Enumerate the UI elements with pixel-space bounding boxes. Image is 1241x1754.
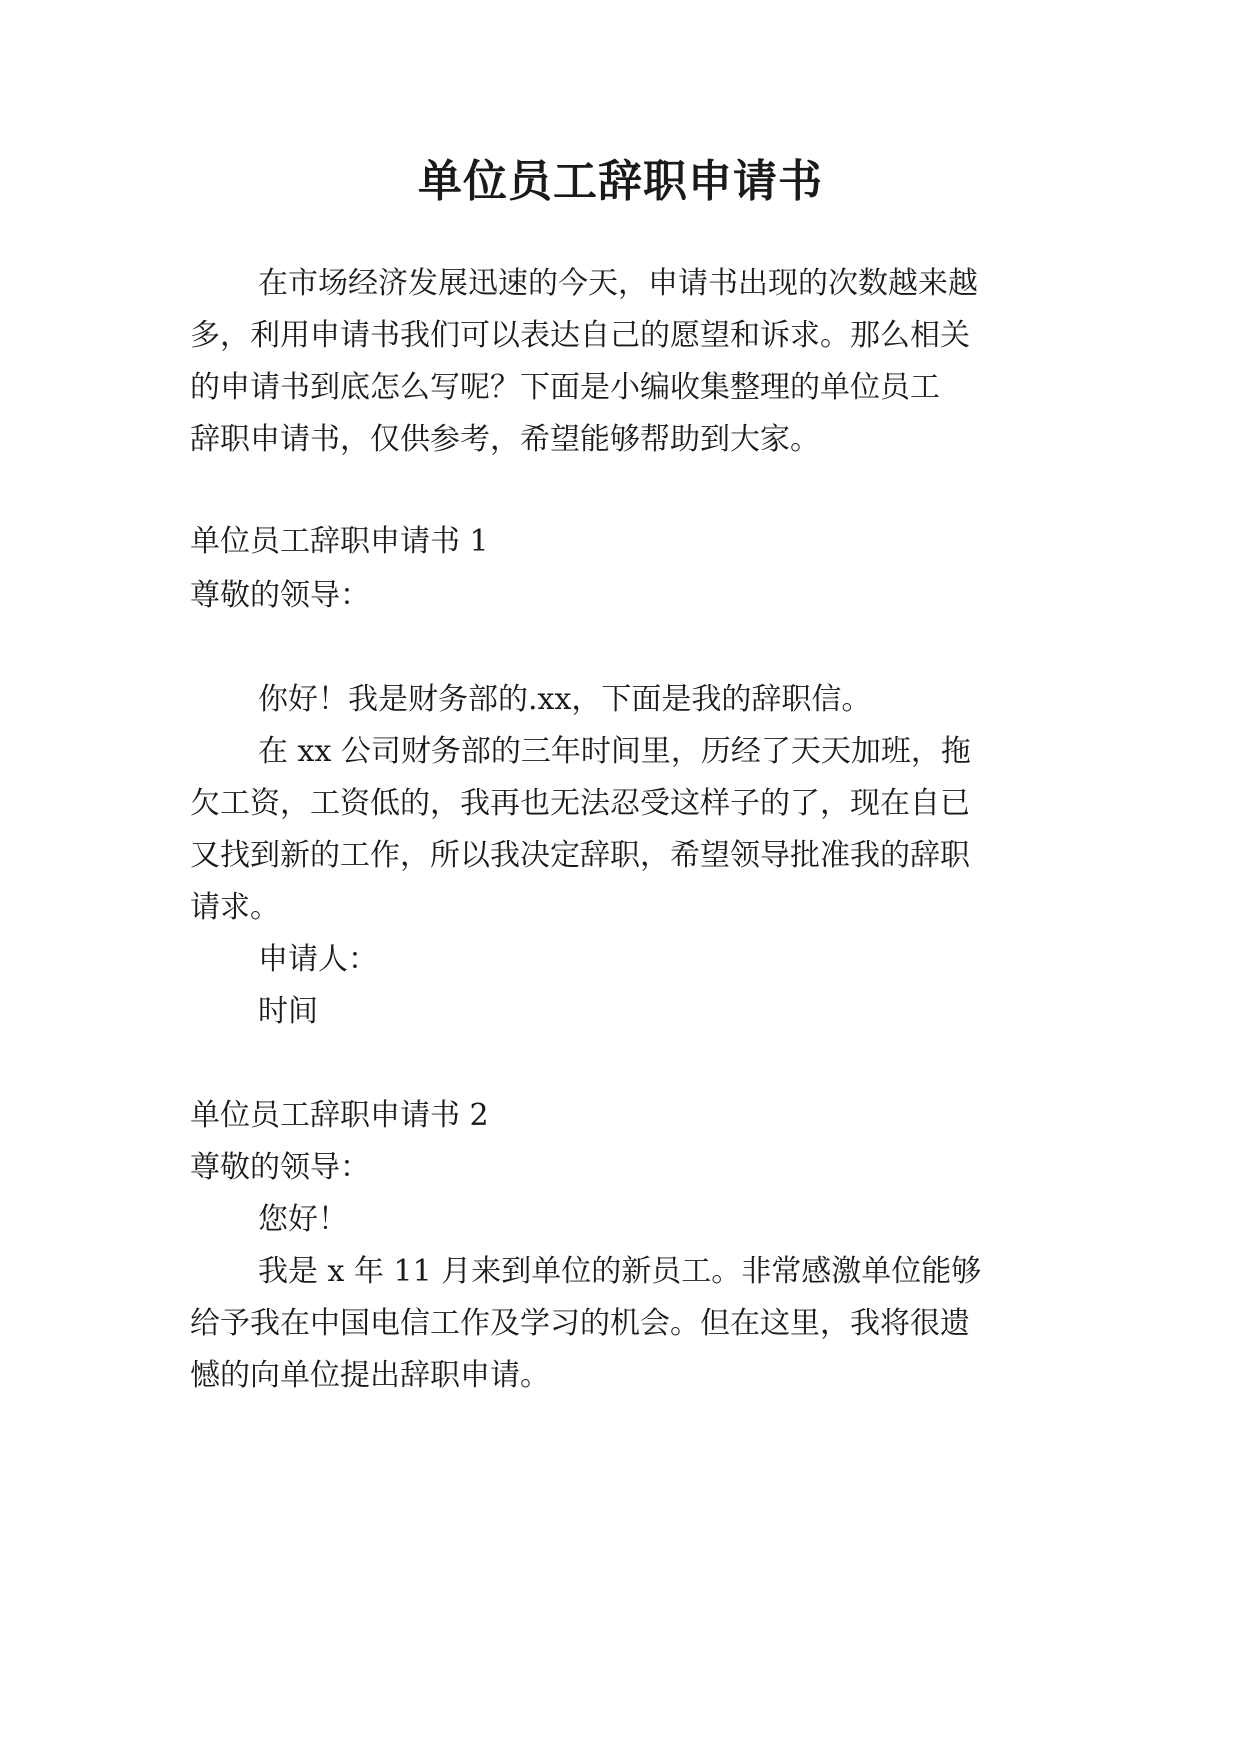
letter2-salutation: 尊敬的领导： [190, 1150, 370, 1185]
letter1-applicant: 申请人： [258, 942, 378, 977]
intro-line-4: 辞职申请书，仅供参考，希望能够帮助到大家。 [190, 422, 820, 457]
letter1-greeting: 你好！我是财务部的.xx，下面是我的辞职信。 [258, 682, 872, 717]
letter1-time: 时间 [258, 994, 318, 1029]
letter2-greeting: 您好！ [258, 1202, 348, 1237]
intro-line-2: 多，利用申请书我们可以表达自己的愿望和诉求。那么相关 [190, 318, 970, 353]
letter2-body-line-1: 我是 x 年 11 月来到单位的新员工。非常感激单位能够 [258, 1254, 982, 1289]
letter1-body-line-3: 又找到新的工作，所以我决定辞职，希望领导批准我的辞职 [190, 838, 970, 873]
letter1-body-line-2: 欠工资，工资低的，我再也无法忍受这样子的了，现在自已 [190, 786, 970, 821]
intro-line-1: 在市场经济发展迅速的今天，申请书出现的次数越来越 [258, 266, 978, 301]
letter1-heading: 单位员工辞职申请书 1 [190, 524, 489, 559]
letter2-body-line-3: 憾的向单位提出辞职申请。 [190, 1358, 550, 1393]
intro-line-3: 的申请书到底怎么写呢？下面是小编收集整理的单位员工 [190, 370, 940, 405]
letter2-heading: 单位员工辞职申请书 2 [190, 1098, 489, 1133]
document-title: 单位员工辞职申请书 [418, 156, 823, 207]
letter2-body-line-2: 给予我在中国电信工作及学习的机会。但在这里，我将很遗 [190, 1306, 970, 1341]
letter1-body-line-1: 在 xx 公司财务部的三年时间里，历经了天天加班，拖 [258, 734, 971, 769]
letter1-body-line-4: 请求。 [190, 890, 280, 925]
letter1-salutation: 尊敬的领导： [190, 578, 370, 613]
